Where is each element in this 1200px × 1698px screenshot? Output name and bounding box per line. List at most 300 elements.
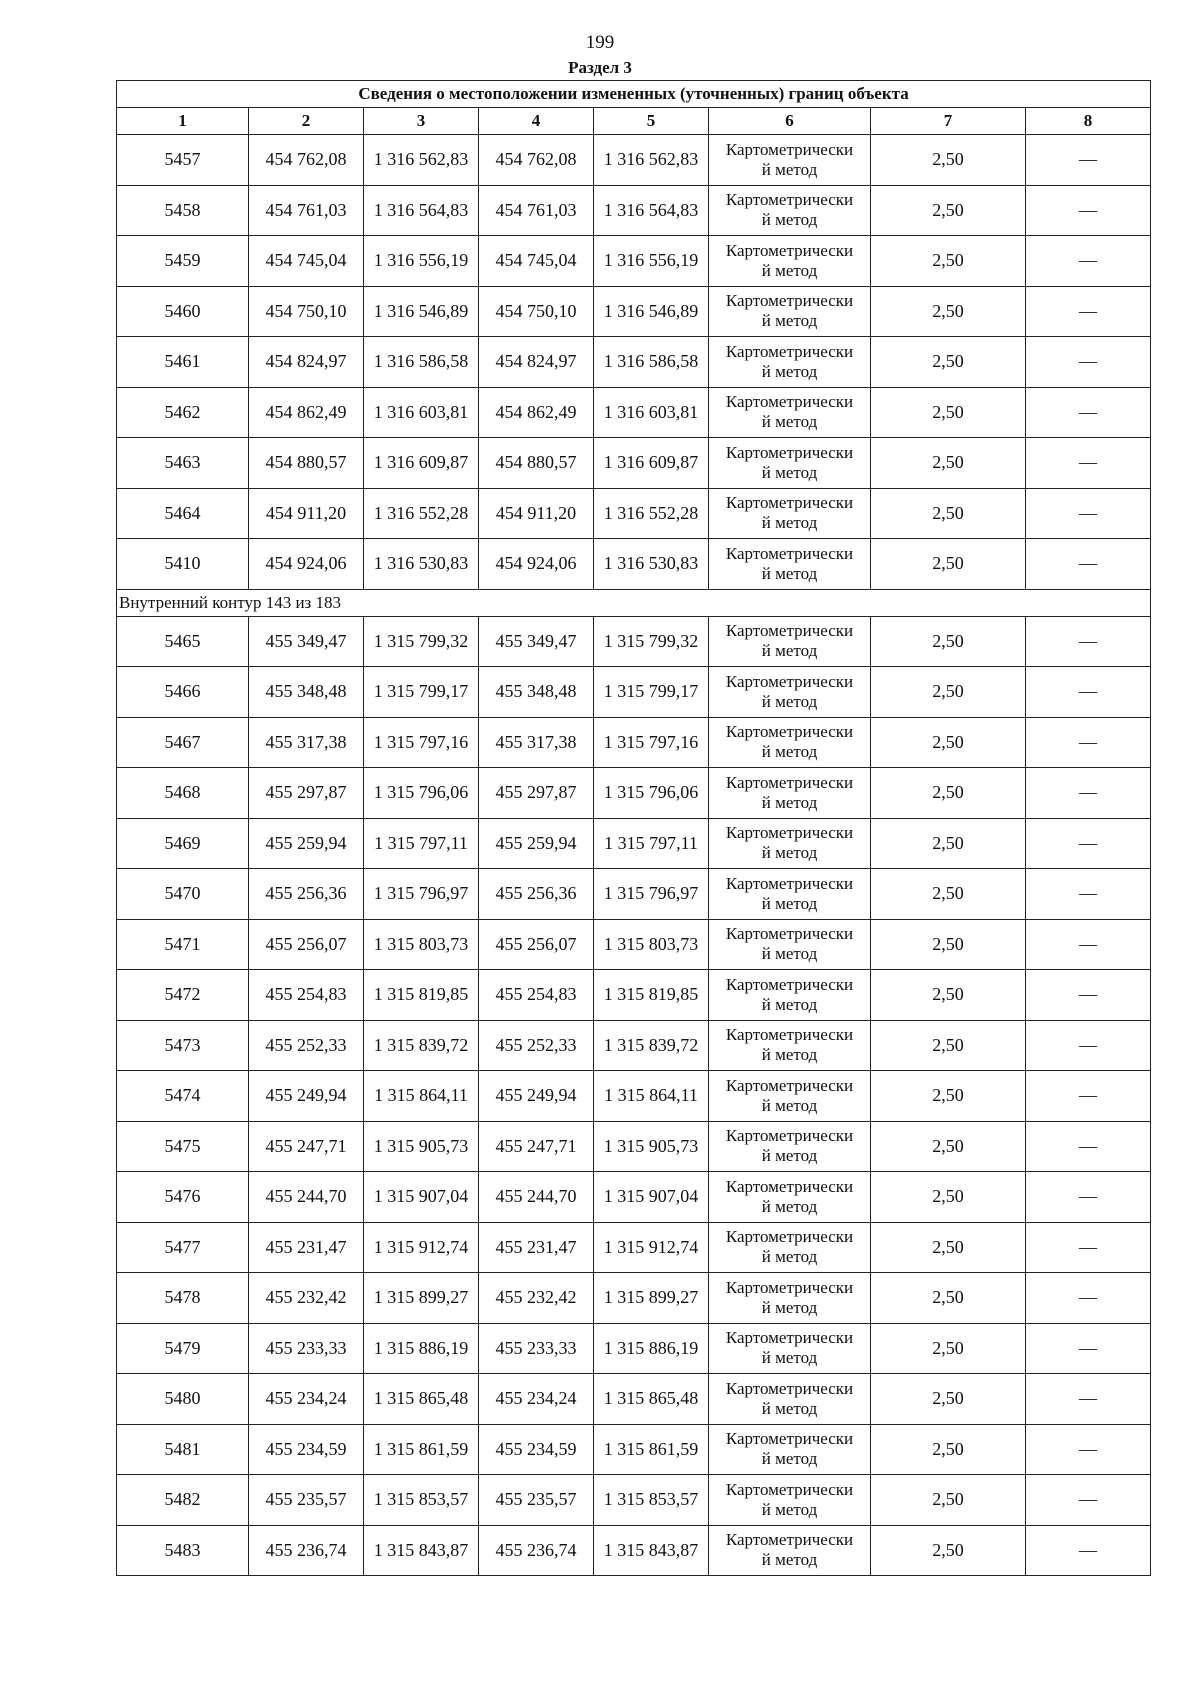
method-cell xyxy=(709,869,871,920)
column-header: 8 xyxy=(1026,108,1151,135)
y-coordinate: 1 315 907,04 xyxy=(364,1172,479,1223)
table-row xyxy=(117,1374,1151,1425)
method-cell xyxy=(709,1525,871,1576)
point-number: 5482 xyxy=(117,1475,249,1526)
description-dash: — xyxy=(1026,1222,1151,1273)
method-cell xyxy=(709,1222,871,1273)
x-coordinate: 454 924,06 xyxy=(249,539,364,590)
description-dash: — xyxy=(1026,1374,1151,1425)
column-header: 7 xyxy=(871,108,1026,135)
y-coordinate: 1 315 797,11 xyxy=(364,818,479,869)
accuracy-value: 2,50 xyxy=(871,488,1026,539)
x-coordinate: 454 761,03 xyxy=(249,185,364,236)
x-coordinate: 455 244,70 xyxy=(249,1172,364,1223)
y-coordinate: 1 316 564,83 xyxy=(594,185,709,236)
accuracy-value: 2,50 xyxy=(871,1222,1026,1273)
x-coordinate: 455 231,47 xyxy=(479,1222,594,1273)
point-number: 5466 xyxy=(117,667,249,718)
point-number: 5479 xyxy=(117,1323,249,1374)
x-coordinate: 455 254,83 xyxy=(479,970,594,1021)
method-text-line2: й метод xyxy=(761,1398,818,1418)
method-text-line1: Картометрически xyxy=(725,671,854,691)
x-coordinate: 455 349,47 xyxy=(249,616,364,667)
description-dash: — xyxy=(1026,717,1151,768)
accuracy-value: 2,50 xyxy=(871,438,1026,489)
method-text-line2: й метод xyxy=(761,792,818,812)
accuracy-value: 2,50 xyxy=(871,1374,1026,1425)
description-dash: — xyxy=(1026,1071,1151,1122)
point-number: 5410 xyxy=(117,539,249,590)
table-row xyxy=(117,1172,1151,1223)
accuracy-value: 2,50 xyxy=(871,1172,1026,1223)
accuracy-value: 2,50 xyxy=(871,616,1026,667)
x-coordinate: 455 297,87 xyxy=(479,768,594,819)
y-coordinate: 1 315 865,48 xyxy=(594,1374,709,1425)
x-coordinate: 455 233,33 xyxy=(479,1323,594,1374)
y-coordinate: 1 315 839,72 xyxy=(594,1020,709,1071)
method-text-line2: й метод xyxy=(761,1045,818,1065)
method-text-line2: й метод xyxy=(761,563,818,583)
method-text-line2: й метод xyxy=(761,1196,818,1216)
contour-label-row xyxy=(117,589,1151,616)
point-number: 5457 xyxy=(117,135,249,186)
accuracy-value: 2,50 xyxy=(871,135,1026,186)
method-text-line1: Картометрически xyxy=(725,1025,854,1045)
y-coordinate: 1 315 886,19 xyxy=(364,1323,479,1374)
description-dash: — xyxy=(1026,970,1151,1021)
description-dash: — xyxy=(1026,768,1151,819)
point-number: 5458 xyxy=(117,185,249,236)
method-text-line1: Картометрически xyxy=(725,240,854,260)
method-text-line2: й метод xyxy=(761,210,818,230)
description-dash: — xyxy=(1026,1323,1151,1374)
method-cell xyxy=(709,236,871,287)
y-coordinate: 1 315 912,74 xyxy=(364,1222,479,1273)
description-dash: — xyxy=(1026,1424,1151,1475)
table-title: Сведения о местоположении измененных (уточненных) границ объекта xyxy=(117,81,1151,108)
point-number: 5481 xyxy=(117,1424,249,1475)
method-text-line2: й метод xyxy=(761,260,818,280)
x-coordinate: 455 236,74 xyxy=(249,1525,364,1576)
accuracy-value: 2,50 xyxy=(871,337,1026,388)
accuracy-value: 2,50 xyxy=(871,236,1026,287)
method-cell xyxy=(709,717,871,768)
y-coordinate: 1 316 562,83 xyxy=(364,135,479,186)
table-row xyxy=(117,667,1151,718)
point-number: 5473 xyxy=(117,1020,249,1071)
x-coordinate: 455 233,33 xyxy=(249,1323,364,1374)
column-header: 6 xyxy=(709,108,871,135)
accuracy-value: 2,50 xyxy=(871,919,1026,970)
table-row xyxy=(117,488,1151,539)
method-text-line1: Картометрически xyxy=(725,1378,854,1398)
x-coordinate: 455 234,59 xyxy=(479,1424,594,1475)
method-cell xyxy=(709,185,871,236)
method-text-line1: Картометрически xyxy=(725,823,854,843)
description-dash: — xyxy=(1026,438,1151,489)
x-coordinate: 455 234,24 xyxy=(249,1374,364,1425)
y-coordinate: 1 316 556,19 xyxy=(594,236,709,287)
method-cell xyxy=(709,818,871,869)
method-text-line1: Картометрически xyxy=(725,493,854,513)
column-header: 2 xyxy=(249,108,364,135)
x-coordinate: 454 750,10 xyxy=(249,286,364,337)
method-cell xyxy=(709,387,871,438)
accuracy-value: 2,50 xyxy=(871,1424,1026,1475)
x-coordinate: 455 249,94 xyxy=(249,1071,364,1122)
contour-label: Внутренний контур 143 из 183 xyxy=(117,589,1151,616)
accuracy-value: 2,50 xyxy=(871,185,1026,236)
y-coordinate: 1 315 861,59 xyxy=(364,1424,479,1475)
description-dash: — xyxy=(1026,539,1151,590)
x-coordinate: 455 256,36 xyxy=(249,869,364,920)
y-coordinate: 1 315 819,85 xyxy=(364,970,479,1021)
method-text-line2: й метод xyxy=(761,513,818,533)
y-coordinate: 1 315 819,85 xyxy=(594,970,709,1021)
method-text-line2: й метод xyxy=(761,1348,818,1368)
y-coordinate: 1 315 799,17 xyxy=(364,667,479,718)
accuracy-value: 2,50 xyxy=(871,286,1026,337)
x-coordinate: 455 232,42 xyxy=(479,1273,594,1324)
method-text-line1: Картометрически xyxy=(725,392,854,412)
method-text-line1: Картометрически xyxy=(725,341,854,361)
x-coordinate: 454 924,06 xyxy=(479,539,594,590)
table-row xyxy=(117,1071,1151,1122)
point-number: 5470 xyxy=(117,869,249,920)
y-coordinate: 1 316 609,87 xyxy=(594,438,709,489)
table-row xyxy=(117,869,1151,920)
table-row xyxy=(117,1273,1151,1324)
column-header: 4 xyxy=(479,108,594,135)
y-coordinate: 1 315 865,48 xyxy=(364,1374,479,1425)
method-text-line2: й метод xyxy=(761,1095,818,1115)
method-text-line2: й метод xyxy=(761,412,818,432)
accuracy-value: 2,50 xyxy=(871,970,1026,1021)
y-coordinate: 1 315 907,04 xyxy=(594,1172,709,1223)
y-coordinate: 1 315 799,32 xyxy=(594,616,709,667)
y-coordinate: 1 316 530,83 xyxy=(594,539,709,590)
method-cell xyxy=(709,1020,871,1071)
point-number: 5460 xyxy=(117,286,249,337)
method-cell xyxy=(709,616,871,667)
description-dash: — xyxy=(1026,185,1151,236)
accuracy-value: 2,50 xyxy=(871,1475,1026,1526)
x-coordinate: 454 911,20 xyxy=(249,488,364,539)
method-text-line2: й метод xyxy=(761,1297,818,1317)
column-header: 1 xyxy=(117,108,249,135)
method-text-line1: Картометрически xyxy=(725,924,854,944)
table-row xyxy=(117,1475,1151,1526)
y-coordinate: 1 316 603,81 xyxy=(364,387,479,438)
method-text-line1: Картометрически xyxy=(725,291,854,311)
method-cell xyxy=(709,667,871,718)
y-coordinate: 1 315 803,73 xyxy=(364,919,479,970)
y-coordinate: 1 315 799,17 xyxy=(594,667,709,718)
method-cell xyxy=(709,1273,871,1324)
boundary-table xyxy=(116,80,1151,1576)
method-text-line2: й метод xyxy=(761,843,818,863)
x-coordinate: 455 234,24 xyxy=(479,1374,594,1425)
y-coordinate: 1 316 546,89 xyxy=(364,286,479,337)
point-number: 5467 xyxy=(117,717,249,768)
method-cell xyxy=(709,1172,871,1223)
method-cell xyxy=(709,135,871,186)
y-coordinate: 1 315 797,11 xyxy=(594,818,709,869)
method-text-line2: й метод xyxy=(761,1449,818,1469)
description-dash: — xyxy=(1026,1475,1151,1526)
x-coordinate: 454 745,04 xyxy=(479,236,594,287)
table-row xyxy=(117,1020,1151,1071)
x-coordinate: 454 824,97 xyxy=(479,337,594,388)
description-dash: — xyxy=(1026,135,1151,186)
table-row xyxy=(117,337,1151,388)
description-dash: — xyxy=(1026,488,1151,539)
x-coordinate: 455 349,47 xyxy=(479,616,594,667)
method-text-line2: й метод xyxy=(761,1247,818,1267)
y-coordinate: 1 315 843,87 xyxy=(594,1525,709,1576)
x-coordinate: 455 259,94 xyxy=(249,818,364,869)
accuracy-value: 2,50 xyxy=(871,1525,1026,1576)
x-coordinate: 454 862,49 xyxy=(249,387,364,438)
method-cell xyxy=(709,1121,871,1172)
accuracy-value: 2,50 xyxy=(871,818,1026,869)
x-coordinate: 454 880,57 xyxy=(249,438,364,489)
x-coordinate: 455 259,94 xyxy=(479,818,594,869)
method-text-line1: Картометрически xyxy=(725,1328,854,1348)
description-dash: — xyxy=(1026,818,1151,869)
x-coordinate: 455 256,07 xyxy=(479,919,594,970)
x-coordinate: 454 862,49 xyxy=(479,387,594,438)
method-text-line2: й метод xyxy=(761,742,818,762)
method-text-line1: Картометрически xyxy=(725,543,854,563)
y-coordinate: 1 315 797,16 xyxy=(364,717,479,768)
point-number: 5461 xyxy=(117,337,249,388)
x-coordinate: 455 247,71 xyxy=(479,1121,594,1172)
x-coordinate: 455 235,57 xyxy=(479,1475,594,1526)
x-coordinate: 454 750,10 xyxy=(479,286,594,337)
method-text-line1: Картометрически xyxy=(725,722,854,742)
table-row xyxy=(117,236,1151,287)
table-row xyxy=(117,616,1151,667)
y-coordinate: 1 316 552,28 xyxy=(594,488,709,539)
method-text-line2: й метод xyxy=(761,311,818,331)
description-dash: — xyxy=(1026,286,1151,337)
method-cell xyxy=(709,919,871,970)
accuracy-value: 2,50 xyxy=(871,768,1026,819)
x-coordinate: 454 824,97 xyxy=(249,337,364,388)
y-coordinate: 1 315 864,11 xyxy=(364,1071,479,1122)
description-dash: — xyxy=(1026,1273,1151,1324)
table-row xyxy=(117,286,1151,337)
y-coordinate: 1 315 853,57 xyxy=(364,1475,479,1526)
y-coordinate: 1 316 546,89 xyxy=(594,286,709,337)
x-coordinate: 455 234,59 xyxy=(249,1424,364,1475)
point-number: 5465 xyxy=(117,616,249,667)
accuracy-value: 2,50 xyxy=(871,869,1026,920)
method-text-line2: й метод xyxy=(761,641,818,661)
x-coordinate: 454 911,20 xyxy=(479,488,594,539)
y-coordinate: 1 315 905,73 xyxy=(364,1121,479,1172)
x-coordinate: 454 762,08 xyxy=(249,135,364,186)
y-coordinate: 1 315 796,97 xyxy=(594,869,709,920)
table-row xyxy=(117,1222,1151,1273)
y-coordinate: 1 315 803,73 xyxy=(594,919,709,970)
column-header: 3 xyxy=(364,108,479,135)
method-text-line1: Картометрически xyxy=(725,974,854,994)
table-row xyxy=(117,387,1151,438)
method-cell xyxy=(709,539,871,590)
method-text-line2: й метод xyxy=(761,1146,818,1166)
method-text-line2: й метод xyxy=(761,1499,818,1519)
point-number: 5471 xyxy=(117,919,249,970)
table-row xyxy=(117,1121,1151,1172)
method-text-line1: Картометрически xyxy=(725,772,854,792)
method-text-line1: Картометрически xyxy=(725,873,854,893)
y-coordinate: 1 315 796,97 xyxy=(364,869,479,920)
accuracy-value: 2,50 xyxy=(871,539,1026,590)
point-number: 5472 xyxy=(117,970,249,1021)
x-coordinate: 454 762,08 xyxy=(479,135,594,186)
y-coordinate: 1 315 796,06 xyxy=(364,768,479,819)
table-row xyxy=(117,717,1151,768)
method-text-line1: Картометрически xyxy=(725,190,854,210)
table-row xyxy=(117,1424,1151,1475)
y-coordinate: 1 315 796,06 xyxy=(594,768,709,819)
table-row xyxy=(117,135,1151,186)
x-coordinate: 455 256,07 xyxy=(249,919,364,970)
accuracy-value: 2,50 xyxy=(871,1020,1026,1071)
y-coordinate: 1 315 899,27 xyxy=(364,1273,479,1324)
table-row xyxy=(117,919,1151,970)
point-number: 5475 xyxy=(117,1121,249,1172)
method-text-line2: й метод xyxy=(761,994,818,1014)
description-dash: — xyxy=(1026,1525,1151,1576)
x-coordinate: 454 745,04 xyxy=(249,236,364,287)
table-row xyxy=(117,818,1151,869)
table-row xyxy=(117,970,1151,1021)
point-number: 5468 xyxy=(117,768,249,819)
x-coordinate: 455 236,74 xyxy=(479,1525,594,1576)
point-number: 5477 xyxy=(117,1222,249,1273)
y-coordinate: 1 315 799,32 xyxy=(364,616,479,667)
y-coordinate: 1 316 556,19 xyxy=(364,236,479,287)
method-cell xyxy=(709,970,871,1021)
x-coordinate: 455 252,33 xyxy=(249,1020,364,1071)
x-coordinate: 455 254,83 xyxy=(249,970,364,1021)
method-text-line2: й метод xyxy=(761,159,818,179)
table-row xyxy=(117,185,1151,236)
point-number: 5483 xyxy=(117,1525,249,1576)
column-header: 5 xyxy=(594,108,709,135)
point-number: 5480 xyxy=(117,1374,249,1425)
point-number: 5459 xyxy=(117,236,249,287)
method-text-line1: Картометрически xyxy=(725,1479,854,1499)
section-title: Раздел 3 xyxy=(568,58,632,77)
y-coordinate: 1 316 603,81 xyxy=(594,387,709,438)
y-coordinate: 1 315 861,59 xyxy=(594,1424,709,1475)
x-coordinate: 455 252,33 xyxy=(479,1020,594,1071)
method-text-line2: й метод xyxy=(761,361,818,381)
accuracy-value: 2,50 xyxy=(871,387,1026,438)
method-cell xyxy=(709,768,871,819)
point-number: 5474 xyxy=(117,1071,249,1122)
accuracy-value: 2,50 xyxy=(871,717,1026,768)
point-number: 5462 xyxy=(117,387,249,438)
y-coordinate: 1 316 586,58 xyxy=(594,337,709,388)
method-text-line1: Картометрически xyxy=(725,1075,854,1095)
method-cell xyxy=(709,1071,871,1122)
x-coordinate: 455 317,38 xyxy=(249,717,364,768)
y-coordinate: 1 315 886,19 xyxy=(594,1323,709,1374)
table-row xyxy=(117,1323,1151,1374)
description-dash: — xyxy=(1026,1020,1151,1071)
method-cell xyxy=(709,1475,871,1526)
x-coordinate: 455 317,38 xyxy=(479,717,594,768)
table-row xyxy=(117,768,1151,819)
method-cell xyxy=(709,286,871,337)
method-cell xyxy=(709,337,871,388)
y-coordinate: 1 315 853,57 xyxy=(594,1475,709,1526)
y-coordinate: 1 315 912,74 xyxy=(594,1222,709,1273)
method-text-line1: Картометрически xyxy=(725,139,854,159)
description-dash: — xyxy=(1026,387,1151,438)
y-coordinate: 1 315 797,16 xyxy=(594,717,709,768)
point-number: 5478 xyxy=(117,1273,249,1324)
description-dash: — xyxy=(1026,616,1151,667)
description-dash: — xyxy=(1026,1172,1151,1223)
description-dash: — xyxy=(1026,236,1151,287)
description-dash: — xyxy=(1026,337,1151,388)
point-number: 5464 xyxy=(117,488,249,539)
description-dash: — xyxy=(1026,1121,1151,1172)
point-number: 5469 xyxy=(117,818,249,869)
method-text-line2: й метод xyxy=(761,462,818,482)
method-text-line1: Картометрически xyxy=(725,442,854,462)
method-text-line1: Картометрически xyxy=(725,621,854,641)
method-text-line1: Картометрически xyxy=(725,1277,854,1297)
x-coordinate: 455 256,36 xyxy=(479,869,594,920)
y-coordinate: 1 316 562,83 xyxy=(594,135,709,186)
table-row xyxy=(117,539,1151,590)
method-text-line1: Картометрически xyxy=(725,1429,854,1449)
method-text-line2: й метод xyxy=(761,691,818,711)
x-coordinate: 455 235,57 xyxy=(249,1475,364,1526)
x-coordinate: 454 761,03 xyxy=(479,185,594,236)
accuracy-value: 2,50 xyxy=(871,667,1026,718)
method-cell xyxy=(709,438,871,489)
accuracy-value: 2,50 xyxy=(871,1273,1026,1324)
x-coordinate: 455 348,48 xyxy=(249,667,364,718)
method-text-line2: й метод xyxy=(761,944,818,964)
accuracy-value: 2,50 xyxy=(871,1121,1026,1172)
x-coordinate: 454 880,57 xyxy=(479,438,594,489)
method-cell xyxy=(709,1374,871,1425)
x-coordinate: 455 348,48 xyxy=(479,667,594,718)
page-number: 199 xyxy=(585,32,615,53)
method-text-line1: Картометрически xyxy=(725,1227,854,1247)
point-number: 5476 xyxy=(117,1172,249,1223)
y-coordinate: 1 316 586,58 xyxy=(364,337,479,388)
method-text-line1: Картометрически xyxy=(725,1126,854,1146)
description-dash: — xyxy=(1026,919,1151,970)
x-coordinate: 455 297,87 xyxy=(249,768,364,819)
accuracy-value: 2,50 xyxy=(871,1323,1026,1374)
method-text-line2: й метод xyxy=(761,1550,818,1570)
y-coordinate: 1 315 839,72 xyxy=(364,1020,479,1071)
table-row xyxy=(117,438,1151,489)
x-coordinate: 455 231,47 xyxy=(249,1222,364,1273)
y-coordinate: 1 316 552,28 xyxy=(364,488,479,539)
